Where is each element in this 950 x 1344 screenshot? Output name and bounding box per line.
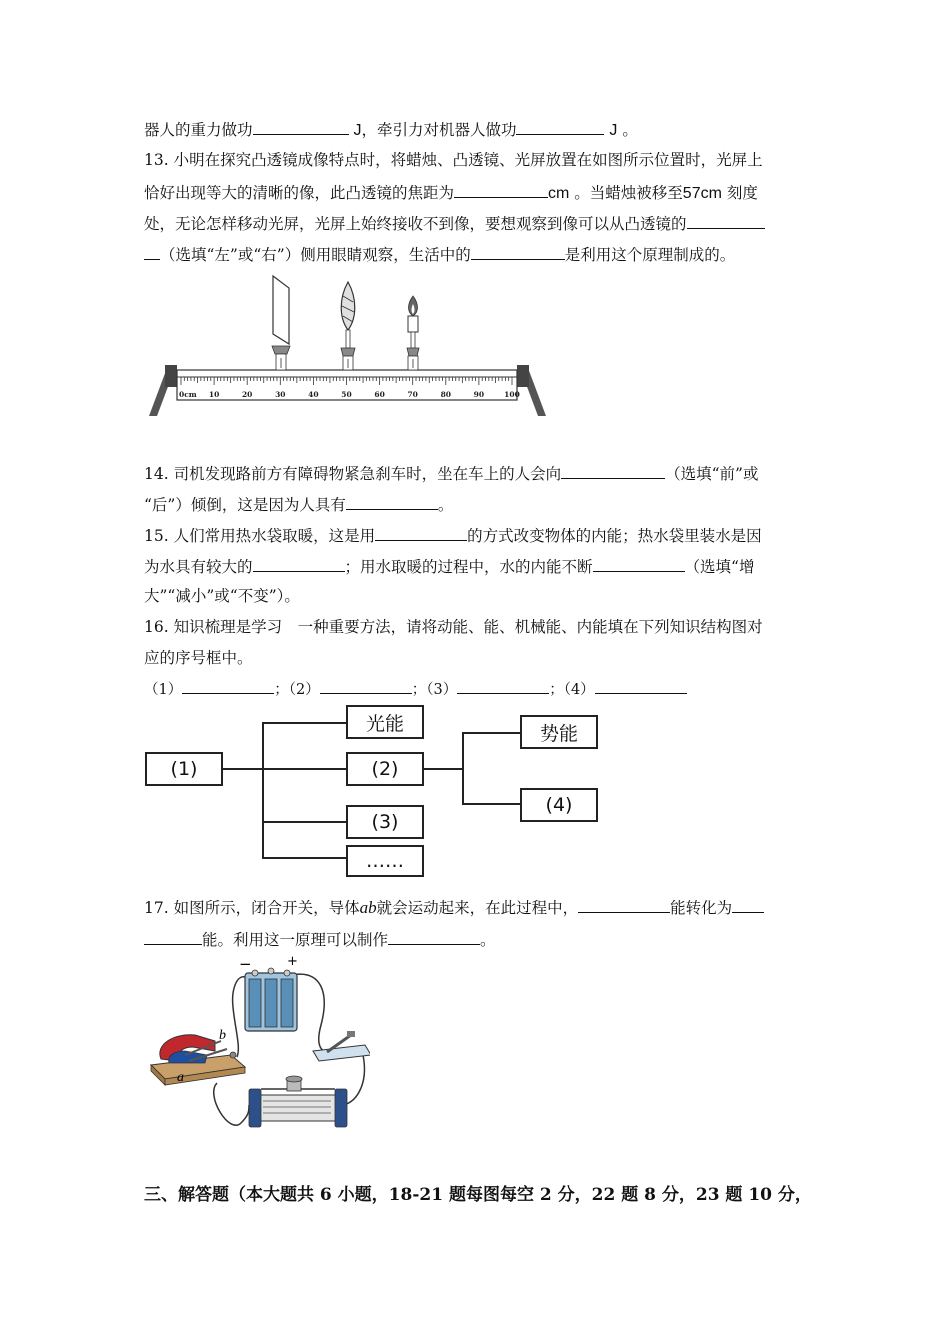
answer-blank[interactable] xyxy=(144,928,202,945)
minus-label: − xyxy=(239,955,252,973)
box-more: …… xyxy=(346,845,424,877)
answer-blank[interactable] xyxy=(561,462,665,479)
optical-bench-figure xyxy=(145,268,550,420)
q15-line3: 大”“减小”或“不变”）。 xyxy=(144,587,300,605)
ruler-tick-label: 50 xyxy=(341,390,352,399)
wire xyxy=(233,977,245,1057)
candle xyxy=(407,296,419,370)
answer-blank[interactable] xyxy=(253,555,345,572)
q17-line2: 能。利用这一原理可以制作 。 xyxy=(144,928,496,950)
q17-line1: 17. 如图所示，闭合开关，导体ab就会运动起来，在此过程中， 能转化为 xyxy=(144,896,764,918)
answer-blank[interactable] xyxy=(578,896,670,913)
wire xyxy=(214,1083,249,1125)
b-label: b xyxy=(219,1028,226,1043)
convex-lens xyxy=(341,282,355,370)
rheostat xyxy=(249,1076,347,1127)
ruler-tick-label: 100 xyxy=(504,390,520,399)
answer-blank[interactable] xyxy=(732,896,764,913)
q16-line2: 应的序号框中。 xyxy=(144,649,253,667)
box-4: (4) xyxy=(520,788,598,822)
motor-circuit-figure xyxy=(145,955,370,1140)
magnet-apparatus xyxy=(151,1035,245,1085)
q16-answer-line: （1） ；（2） ；（3） ；（4） xyxy=(144,677,687,700)
knife-switch xyxy=(313,1031,370,1061)
ruler-tick-label: 90 xyxy=(473,390,485,399)
bench-end-left xyxy=(165,365,177,387)
answer-blank[interactable] xyxy=(320,677,412,694)
ruler-tick-label: 40 xyxy=(308,390,319,399)
box-potential-energy: 势能 xyxy=(520,715,598,749)
box-2: (2) xyxy=(346,752,424,786)
answer-blank[interactable] xyxy=(471,243,565,260)
answer-blank[interactable] xyxy=(375,524,467,541)
answer-blank[interactable] xyxy=(687,212,765,229)
plus-label: + xyxy=(287,955,298,969)
battery-pack xyxy=(245,968,297,1031)
q13-line2: 恰好出现等大的清晰的像，此凸透镜的焦距为 cm 。当蜡烛被移至57cm 刻度 xyxy=(144,181,758,204)
ruler-tick-label: 80 xyxy=(440,390,452,399)
q13-line1: 13. 小明在探究凸透镜成像特点时，将蜡烛、凸透镜、光屏放置在如图所示位置时，光屏上 xyxy=(144,151,763,169)
q14-line1: 14. 司机发现路前方有障碍物紧急刹车时，坐在车上的人会向 （选填“前”或 xyxy=(144,462,758,484)
answer-blank[interactable] xyxy=(182,677,274,694)
a-label: a xyxy=(177,1070,184,1085)
q12-tail: 器人的重力做功 J，牵引力对机器人做功 J 。 xyxy=(144,118,638,141)
q16-line1: 16. 知识梳理是学习 一种重要方法，请将动能、能、机械能、内能填在下列知识结构图对 xyxy=(144,618,763,636)
box-light-energy: 光能 xyxy=(346,705,424,739)
answer-blank[interactable] xyxy=(388,928,480,945)
q13-line4: （选填“左”或“右”）侧用眼睛观察，生活中的 是利用这个原理制成的。 xyxy=(144,243,735,265)
ruler-tick-label: 30 xyxy=(275,390,286,399)
answer-blank[interactable] xyxy=(593,555,685,572)
answer-blank[interactable] xyxy=(346,493,438,510)
bench-end-right xyxy=(517,365,529,387)
light-screen xyxy=(272,276,290,370)
answer-blank[interactable] xyxy=(457,677,549,694)
ruler-tick-label: 0cm xyxy=(179,390,197,399)
q14-line2: “后”）倾倒，这是因为人具有 。 xyxy=(144,493,453,515)
q15-line2: 为水具有较大的 ；用水取暖的过程中，水的内能不断 （选填“增 xyxy=(144,555,754,577)
ruler-tick-label: 20 xyxy=(241,390,253,399)
q15-line1: 15. 人们常用热水袋取暖，这是用 的方式改变物体的内能；热水袋里装水是因 xyxy=(144,524,762,546)
answer-blank[interactable] xyxy=(454,181,548,198)
answer-blank[interactable] xyxy=(595,677,687,694)
answer-blank[interactable] xyxy=(253,118,349,135)
ruler-tick-label: 60 xyxy=(374,390,385,399)
ruler-tick-label: 10 xyxy=(208,390,220,399)
section-3-heading: 三、解答题（本大题共 6 小题，18-21 题每图每空 2 分，22 题 8 分，23 题 10 分， xyxy=(144,1185,812,1205)
answer-blank[interactable] xyxy=(516,118,604,135)
box-1: (1) xyxy=(145,752,223,786)
q13-line3: 处，无论怎样移动光屏，光屏上始终接收不到像，要想观察到像可以从凸透镜的 xyxy=(144,212,765,234)
ruler-tick-label: 70 xyxy=(407,390,418,399)
box-3: (3) xyxy=(346,805,424,839)
answer-blank[interactable] xyxy=(144,243,160,260)
